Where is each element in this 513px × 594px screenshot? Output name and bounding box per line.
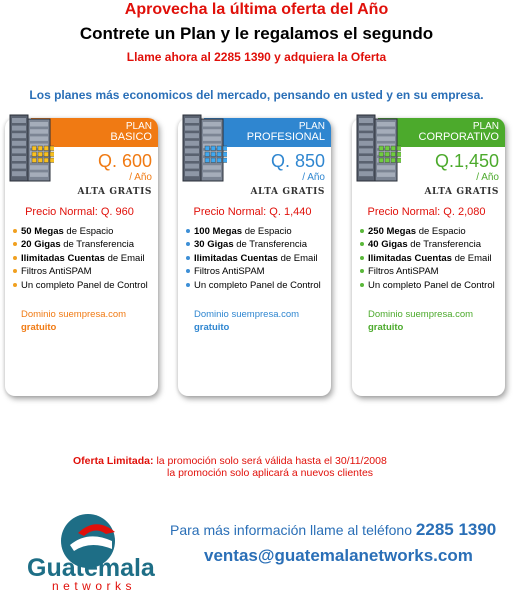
feature-item: Un completo Panel de Control [186,279,321,292]
plan-prefix: PLAN [125,121,152,132]
bullet-icon [360,283,364,287]
feature-item: Un completo Panel de Control [13,279,148,292]
normal-price: Precio Normal: Q. 2,080 [367,206,486,218]
bullet-icon [186,269,190,273]
feature-item: Filtros AntiSPAM [186,265,321,278]
feature-item: 20 Gigas de Transferencia [13,238,148,251]
bullet-icon [186,242,190,246]
bullet-icon [13,283,17,287]
bullet-icon [13,256,17,260]
logo-subtitle: networks [52,579,137,593]
contact-phone[interactable]: 2285 1390 [415,520,497,539]
offer-line-2: la promoción solo aplicará a nuevos clientes [167,467,374,479]
bullet-icon [13,229,17,233]
plan-price: Q. 600 [97,151,152,171]
domain-free: gratuito [21,322,57,333]
domain-offer [21,308,126,334]
contact-info [170,521,496,539]
domain-free: gratuito [194,322,230,333]
feature-item: 30 Gigas de Transferencia [186,238,321,251]
bullet-icon [360,256,364,260]
feature-item: 100 Megas de Espacio [186,225,321,238]
tagline: Los planes más economicos del mercado, pensando en usted y en su empresa. [29,88,484,102]
feature-item: Ilimitadas Cuentas de Email [13,252,148,265]
domain-offer [368,308,473,334]
plan-prefix: PLAN [472,121,499,132]
normal-price: Precio Normal: Q. 960 [25,206,134,218]
headline-offer: Aprovecha la última oferta del Año [124,1,389,18]
server-rack-icon [181,113,227,183]
feature-item: 250 Megas de Espacio [360,225,495,238]
feature-item: Filtros AntiSPAM [360,265,495,278]
offer-label: Oferta Limitada: [73,455,154,467]
bullet-icon [186,256,190,260]
feature-item: Un completo Panel de Control [360,279,495,292]
bullet-icon [186,283,190,287]
plan-price: Q. 850 [270,151,325,171]
headline-promo: Contrete un Plan y le regalamos el segundo [79,24,434,43]
feature-list [186,225,321,292]
domain-offer [194,308,299,334]
plan-price: Q.1,450 [434,151,499,171]
plan-name: PROFESIONAL [246,131,325,143]
price-period: / Año [476,172,499,183]
feature-item: 50 Megas de Espacio [13,225,148,238]
feature-list [360,225,495,292]
feature-item: Ilimitadas Cuentas de Email [360,252,495,265]
limited-offer [73,455,387,479]
plan-name: CORPORATIVO [418,131,499,143]
headline-call: Llame ahora al 2285 1390 y adquiera la Oferta [126,50,387,64]
domain-text: Dominio suempresa.com [194,309,300,320]
contact-email-link[interactable]: ventas@guatemalanetworks.com [204,546,473,565]
setup-free: ALTA GRATIS [250,187,325,197]
bullet-icon [360,269,364,273]
plan-prefix: PLAN [298,121,325,132]
plan-card-corporativo[interactable] [352,118,505,396]
price-period: / Año [129,172,152,183]
feature-item: 40 Gigas de Transferencia [360,238,495,251]
normal-price: Precio Normal: Q. 1,440 [193,206,312,218]
bullet-icon [186,229,190,233]
server-rack-icon [8,113,54,183]
domain-free: gratuito [368,322,404,333]
bullet-icon [13,242,17,246]
price-period: / Año [302,172,325,183]
plan-name: BASICO [110,131,152,143]
setup-free: ALTA GRATIS [424,187,499,197]
offer-line-1: la promoción solo será válida hasta el 30/11/2008 [156,455,387,467]
plan-card-profesional[interactable] [178,118,331,396]
feature-item: Ilimitadas Cuentas de Email [186,252,321,265]
bullet-icon [360,229,364,233]
bullet-icon [360,242,364,246]
contact-text: Para más información llame al teléfono [170,522,416,538]
feature-list [13,225,148,292]
domain-text: Dominio suempresa.com [21,309,127,320]
plan-card-basico[interactable] [5,118,158,396]
domain-text: Dominio suempresa.com [368,309,474,320]
feature-item: Filtros AntiSPAM [13,265,148,278]
server-rack-icon [355,113,401,183]
setup-free: ALTA GRATIS [77,187,152,197]
logo-name: Guatemala [27,554,155,582]
bullet-icon [13,269,17,273]
